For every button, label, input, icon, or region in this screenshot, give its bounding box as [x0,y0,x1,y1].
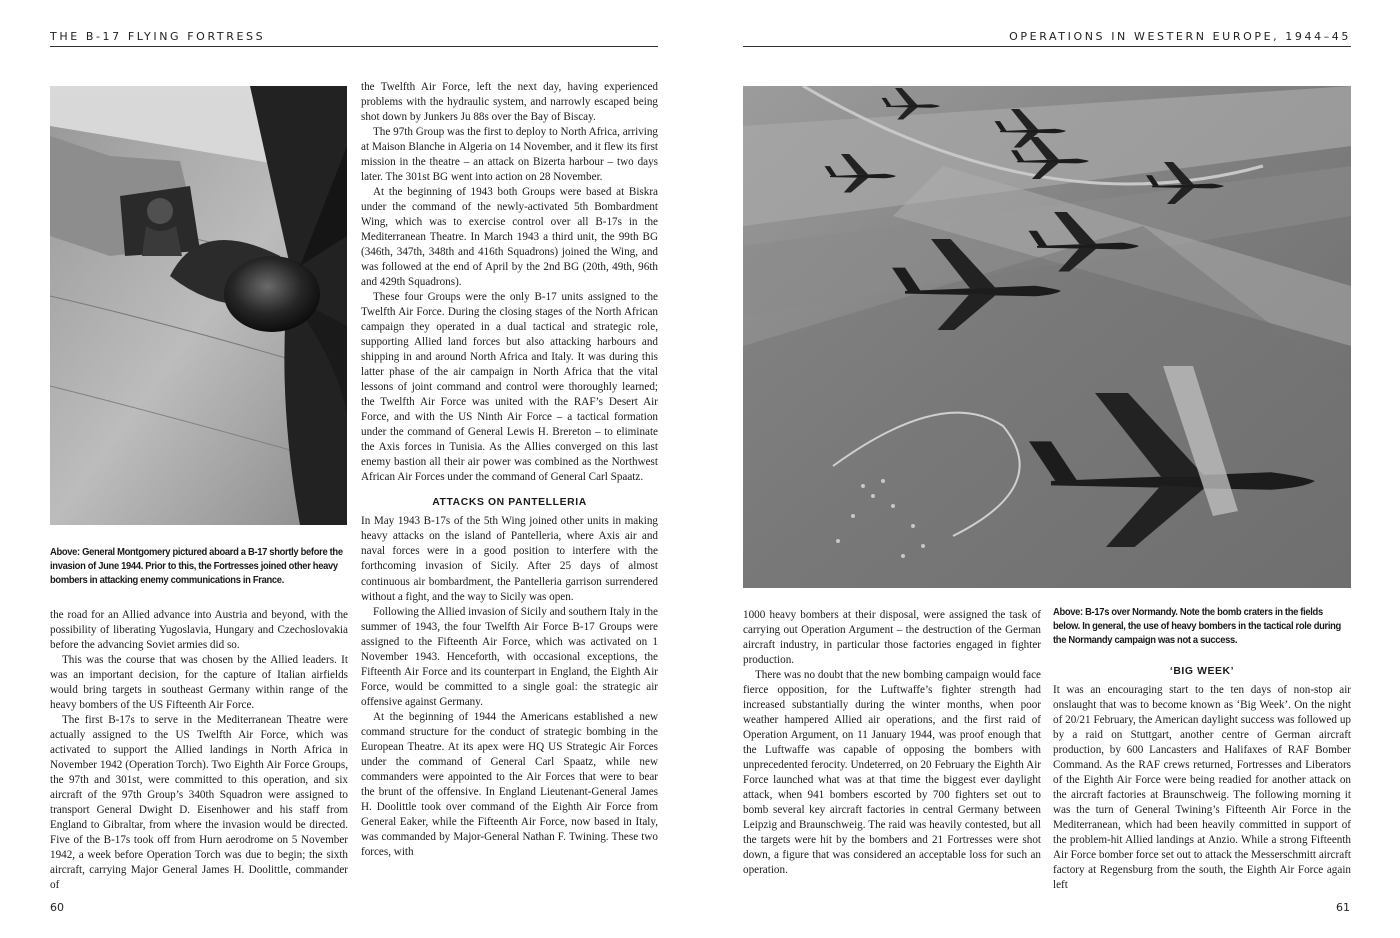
paragraph: the Twelfth Air Force, left the next day, having experienced problems with the hydraulic system, and narrowly escaped being shot down by Junkers Ju 88s over the Bay of Biscay. [361,81,658,124]
running-head-right: OPERATIONS IN WESTERN EUROPE, 1944–45 [1009,30,1351,43]
b17-formation-photo [743,86,1351,588]
right-column-2 [1053,664,1351,893]
photo-caption-right: Above: B-17s over Normandy. Note the bomb craters in the fields below. In general, the use of heavy bombers in the tactical role during the Normandy campaign was not a success. [1053,607,1341,647]
section-heading-pantelleria: ATTACKS ON PANTELLERIA [432,497,587,509]
paragraph: These four Groups were the only B-17 units assigned to the Twelfth Air Force. During the closing stages of the North African campaign they operated in a dual tactical and strategic role, supporting Allied land forces but also attacking harbours and shipping in and around North Africa and Italy. It was during this latter phase of the air campaign in North Africa that the vital lessons of joint command and control were thoroughly learned; the Twelfth Air Force was united with the RAF’s Desert Air Force, and with the US Ninth Air Force – a tactical formation under the command of General Lewis H. Brereton – to eliminate the Axis forces in Tunisia. As the Allies converged on this last enemy bastion all their air power was combined as the Northwest African Air Forces under the command of General Carl Spaatz. [361,291,658,484]
paragraph: Following the Allied invasion of Sicily and southern Italy in the summer of 1943, the four Twelfth Air Force B-17 Groups were assigned to the Fifteenth Air Force, which was activated on 1 November 1943. Henceforth, with occasional exceptions, the Fifteenth Air Force and its counterpart in England, the Eighth Air Force, would be committed to a single goal: the strategic air offensive against Germany. [361,605,658,708]
b17-formation-photo-art [743,86,1351,588]
montgomery-photo-art [50,86,347,525]
header-rule-right [743,46,1351,47]
running-head-left: THE B-17 FLYING FORTRESS [50,30,266,43]
paragraph: 1000 heavy bombers at their disposal, were assigned the task of carrying out Operation Argument – the destruction of the German aircraft industry, in particular those factories engaged in fighter production. [743,609,1041,667]
section-heading-big-week: ‘BIG WEEK’ [1169,666,1235,677]
paragraph: At the beginning of 1944 the Americans established a new command structure for the conduct of strategic bombing in the European Theatre. At its apex were HQ US Strategic Air Forces under the command of General Carl Spaatz, while new commanders were appointed to the Air Forces that were to bear the brunt of the offensive. In England Lieutenant-General James H. Doolittle took over command of the Eighth Air Force from General Eaker, while the Fifteenth Air Force, now based in Italy, was commanded by Major-General Nathan F. Twining. These two forces, with [361,710,658,858]
left-column-1 [50,608,348,893]
photo-caption-left: Above: General Montgomery pictured aboard a B-17 shortly before the invasion of June 1944. Prior to this, the Fortresses joined other heavy bombers in attacking enemy communications in France. [50,547,343,587]
paragraph: This was the course that was chosen by the Allied leaders. It was an important decision, for the capture of Italian airfields would bring targets in southeast Germany within range of the heavy bombers of the US Fifteenth Air Force. [50,654,348,712]
left-column-2 [361,80,658,860]
page-number-right: 61 [1336,901,1350,914]
paragraph: In May 1943 B-17s of the 5th Wing joined other units in making heavy attacks on the island of Pantelleria, where Axis air and naval forces were in a good position to interfere with the forthcoming invasion of Sicily. After 25 days of almost continuous air bombardment, the Pantelleria garrison surrendered without a fight, and the way to Sicily was open. [361,515,658,603]
paragraph: There was no doubt that the new bombing campaign would face fierce opposition, for the Luftwaffe’s fighter strength had increased substantially during the winter months, when poor weather hampered Allied air operations, and the first raid of Operation Argument, on 11 January 1944, was proof enough that the Luftwaffe was capable of opposing the bombers with unprecedented ferocity. Undeterred, on 20 February the Eighth Air Force launched what was at that time the biggest ever daylight attack, when 941 bombers escorted by 700 fighters set out to bomb several key aircraft factories in central Germany between Leipzig and Braunschweig. The raid was heavily contested, but all the targets were hit by the bombers and 21 Fortresses were shot down, a figure that was considered an acceptable loss for such an operation. [743,669,1041,877]
montgomery-photo [50,86,347,525]
page-number-left: 60 [50,901,64,914]
right-column-1 [743,608,1041,878]
paragraph: It was an encouraging start to the ten days of non-stop air onslaught that was to become known as ‘Big Week’. On the night of 20/21 February, the American daylight success was followed up by a raid on Stuttgart, another centre of German aircraft production, by 600 Lancasters and Halifaxes of RAF Bomber Command. As the RAF crews returned, Fortresses and Liberators of the Eighth Air Force were being readied for another attack on the aircraft factories at Braunschweig. The following morning it was the turn of General Twining’s Fifteenth Air Force in the Mediterranean, which had been heavily committed in support of the problem-hit Allied landings at Anzio. While a strong Fifteenth Air Force bomber force set out to attack the Messerschmitt aircraft factory at Regensburg from the south, the Eighth Air Force again left [1053,684,1351,892]
paragraph: The first B-17s to serve in the Mediterranean Theatre were actually assigned to the US Twelfth Air Force, which was activated to support the Allied landings in North Africa in November 1942 (Operation Torch). Two Eighth Air Force Groups, the 97th and 301st, were committed to this operation, and six aircraft of the 97th Group’s 340th Squadron were assigned to transport General Dwight D. Eisenhower and his staff from England to Gibraltar, from where the invasion would be directed. Five of the B-17s took off from Hurn aerodrome on 5 November 1942, a week before Operation Torch was due to begin; the sixth aircraft, carrying Major General James H. Doolittle, commander of [50,714,348,892]
header-rule-left [50,46,658,47]
right-page [700,0,1400,938]
paragraph: At the beginning of 1943 both Groups were based at Biskra under the command of the newly-activated 5th Bombardment Wing, which was to exercise control over all B-17s in the Mediterranean Theatre. In March 1943 a third unit, the 99th BG (346th, 347th, 348th and 416th Squadrons) joined the Wing, and was followed at the end of April by the 2nd BG (20th, 49th, 96th and 429th Squadrons). [361,186,658,289]
paragraph: the road for an Allied advance into Austria and beyond, with the possibility of liberating Yugoslavia, Hungary and Czechoslovakia before the advancing Soviet armies did so. [50,609,348,652]
paragraph: The 97th Group was the first to deploy to North Africa, arriving at Maison Blanche in Algeria on 14 November, and it flew its first mission in the theatre – an attack on Bizerta harbour – two days later. The 301st BG went into action on 28 November. [361,126,658,184]
